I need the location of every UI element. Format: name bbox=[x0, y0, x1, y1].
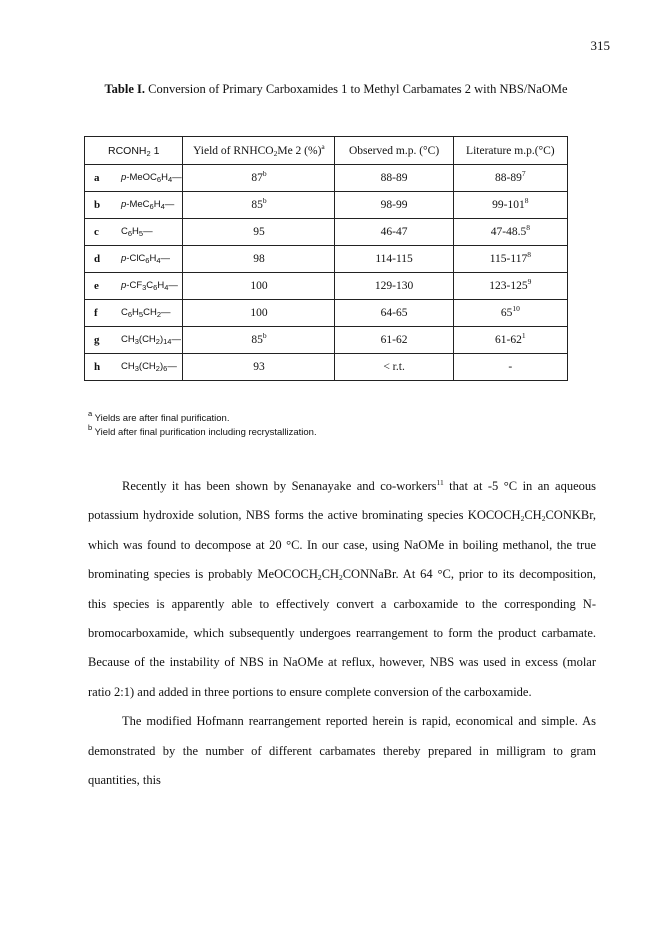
row-letter: e bbox=[94, 280, 99, 292]
cell-yield: 95 bbox=[183, 219, 335, 246]
cell-compound bbox=[85, 192, 183, 219]
table-row bbox=[85, 354, 568, 381]
table-row bbox=[85, 192, 568, 219]
compound-formula: $CH_3(CH_2)_6—$ bbox=[121, 361, 177, 373]
paragraph: Recently it has been shown by Senanayake and co-workers$^{11}$ that at -5 °C in an aqueous potassium hydroxide solution, NBS forms the active brominating species $KOCOCH_2CH_2CONKBr$, which was found to decompose at 20 °C. In our case, using NaOMe in boiling methanol, the true brominating species is probably $MeOCOCH_2CH_2CONNaBr$. At 64 °C, prior to its decomposition, this species is apparently able to effectively convert a carboxamide to the corresponding N-bromocarboxamide, which subsequently undergoes rearrangement to form the product carbamate. Because of the instability of NBS in NaOMe at reflux, however, NBS was used in excess (molar ratio 2:1) and added in three portions to ensure complete conversion of the carboxamide. bbox=[88, 478, 596, 699]
cell-observed-mp: 61-62 bbox=[335, 327, 453, 354]
header-literature-mp: Literature m.p.(°C) bbox=[453, 137, 567, 165]
table-header-row bbox=[85, 137, 568, 165]
cell-observed-mp: 46-47 bbox=[335, 219, 453, 246]
row-letter: g bbox=[94, 334, 100, 346]
cell-literature-mp: 47-48.5$^8$ bbox=[453, 219, 567, 246]
compound-formula: $p-CF_3C_6H_4—$ bbox=[121, 280, 178, 292]
row-letter: h bbox=[94, 361, 101, 373]
row-letter: c bbox=[94, 226, 99, 238]
compound-formula: $p-MeC_6H_4—$ bbox=[121, 199, 175, 211]
cell-literature-mp: $65^{10}$ bbox=[453, 300, 567, 327]
cell-observed-mp: 114-115 bbox=[335, 246, 453, 273]
cell-compound bbox=[85, 273, 183, 300]
cell-yield: 100 bbox=[183, 273, 335, 300]
cell-literature-mp: $88-89^7$ bbox=[453, 165, 567, 192]
row-letter: b bbox=[94, 199, 101, 211]
cell-observed-mp: 129-130 bbox=[335, 273, 453, 300]
cell-compound bbox=[85, 327, 183, 354]
cell-compound bbox=[85, 300, 183, 327]
cell-literature-mp: $61-62^1$ bbox=[453, 327, 567, 354]
cell-yield: 85$^b$ bbox=[183, 327, 335, 354]
cell-observed-mp: 88-89 bbox=[335, 165, 453, 192]
compound-formula: $C_6H_5—$ bbox=[121, 226, 153, 238]
header-rconh2: $RCONH_2$ 1 bbox=[85, 137, 183, 165]
compound-formula: $C_6H_5CH_2—$ bbox=[121, 307, 171, 319]
table-row bbox=[85, 273, 568, 300]
page-number: 315 bbox=[590, 38, 610, 53]
cell-literature-mp: $99-101^8$ bbox=[453, 192, 567, 219]
paragraph: The modified Hofmann rearrangement reported herein is rapid, economical and simple. As demonstrated by the number of different carbamates thereby prepared in milligram to gram quantities, this bbox=[88, 714, 596, 788]
cell-literature-mp: $115-117^8$ bbox=[453, 246, 567, 273]
table-caption bbox=[0, 82, 672, 97]
compound-formula: $p-ClC_6H_4—$ bbox=[121, 253, 171, 265]
cell-yield: 98 bbox=[183, 246, 335, 273]
header-observed-mp: Observed m.p. (°C) bbox=[335, 137, 453, 165]
row-letter: f bbox=[94, 307, 98, 319]
compound-formula: $CH_3(CH_2)_{14}—$ bbox=[121, 334, 181, 346]
cell-yield: 100 bbox=[183, 300, 335, 327]
table-row bbox=[85, 327, 568, 354]
cell-observed-mp: 98-99 bbox=[335, 192, 453, 219]
table-row bbox=[85, 300, 568, 327]
cell-literature-mp: - bbox=[453, 354, 567, 381]
cell-compound bbox=[85, 354, 183, 381]
header-yield: Yield of $RNHCO_2Me$ 2 (%)$^a$ bbox=[183, 137, 335, 165]
row-letter: a bbox=[94, 172, 100, 184]
cell-compound bbox=[85, 165, 183, 192]
cell-observed-mp: 64-65 bbox=[335, 300, 453, 327]
cell-yield: 87$^b$ bbox=[183, 165, 335, 192]
body-text bbox=[88, 472, 596, 795]
table-body bbox=[85, 165, 568, 381]
cell-yield: 93 bbox=[183, 354, 335, 381]
table-caption-text: Conversion of Primary Carboxamides 1 to Methyl Carbamates 2 with NBS/NaOMe bbox=[148, 82, 568, 96]
cell-compound bbox=[85, 219, 183, 246]
compound-formula: $p-MeOC_6H_4—$ bbox=[121, 172, 182, 184]
table-row bbox=[85, 165, 568, 192]
table-caption-label: Table I. bbox=[104, 82, 145, 96]
carbamate-conversion-table bbox=[84, 136, 568, 381]
table-footnotes bbox=[88, 409, 317, 441]
cell-yield: 85$^b$ bbox=[183, 192, 335, 219]
table-row bbox=[85, 219, 568, 246]
footnote-a: $^a$ Yields are after final purification. bbox=[88, 409, 230, 424]
cell-literature-mp: $123-125^9$ bbox=[453, 273, 567, 300]
cell-observed-mp: < r.t. bbox=[335, 354, 453, 381]
footnote-b: $^b$ Yield after final purification including recrystallization. bbox=[88, 423, 317, 438]
row-letter: d bbox=[94, 253, 101, 265]
cell-compound bbox=[85, 246, 183, 273]
table-row bbox=[85, 246, 568, 273]
